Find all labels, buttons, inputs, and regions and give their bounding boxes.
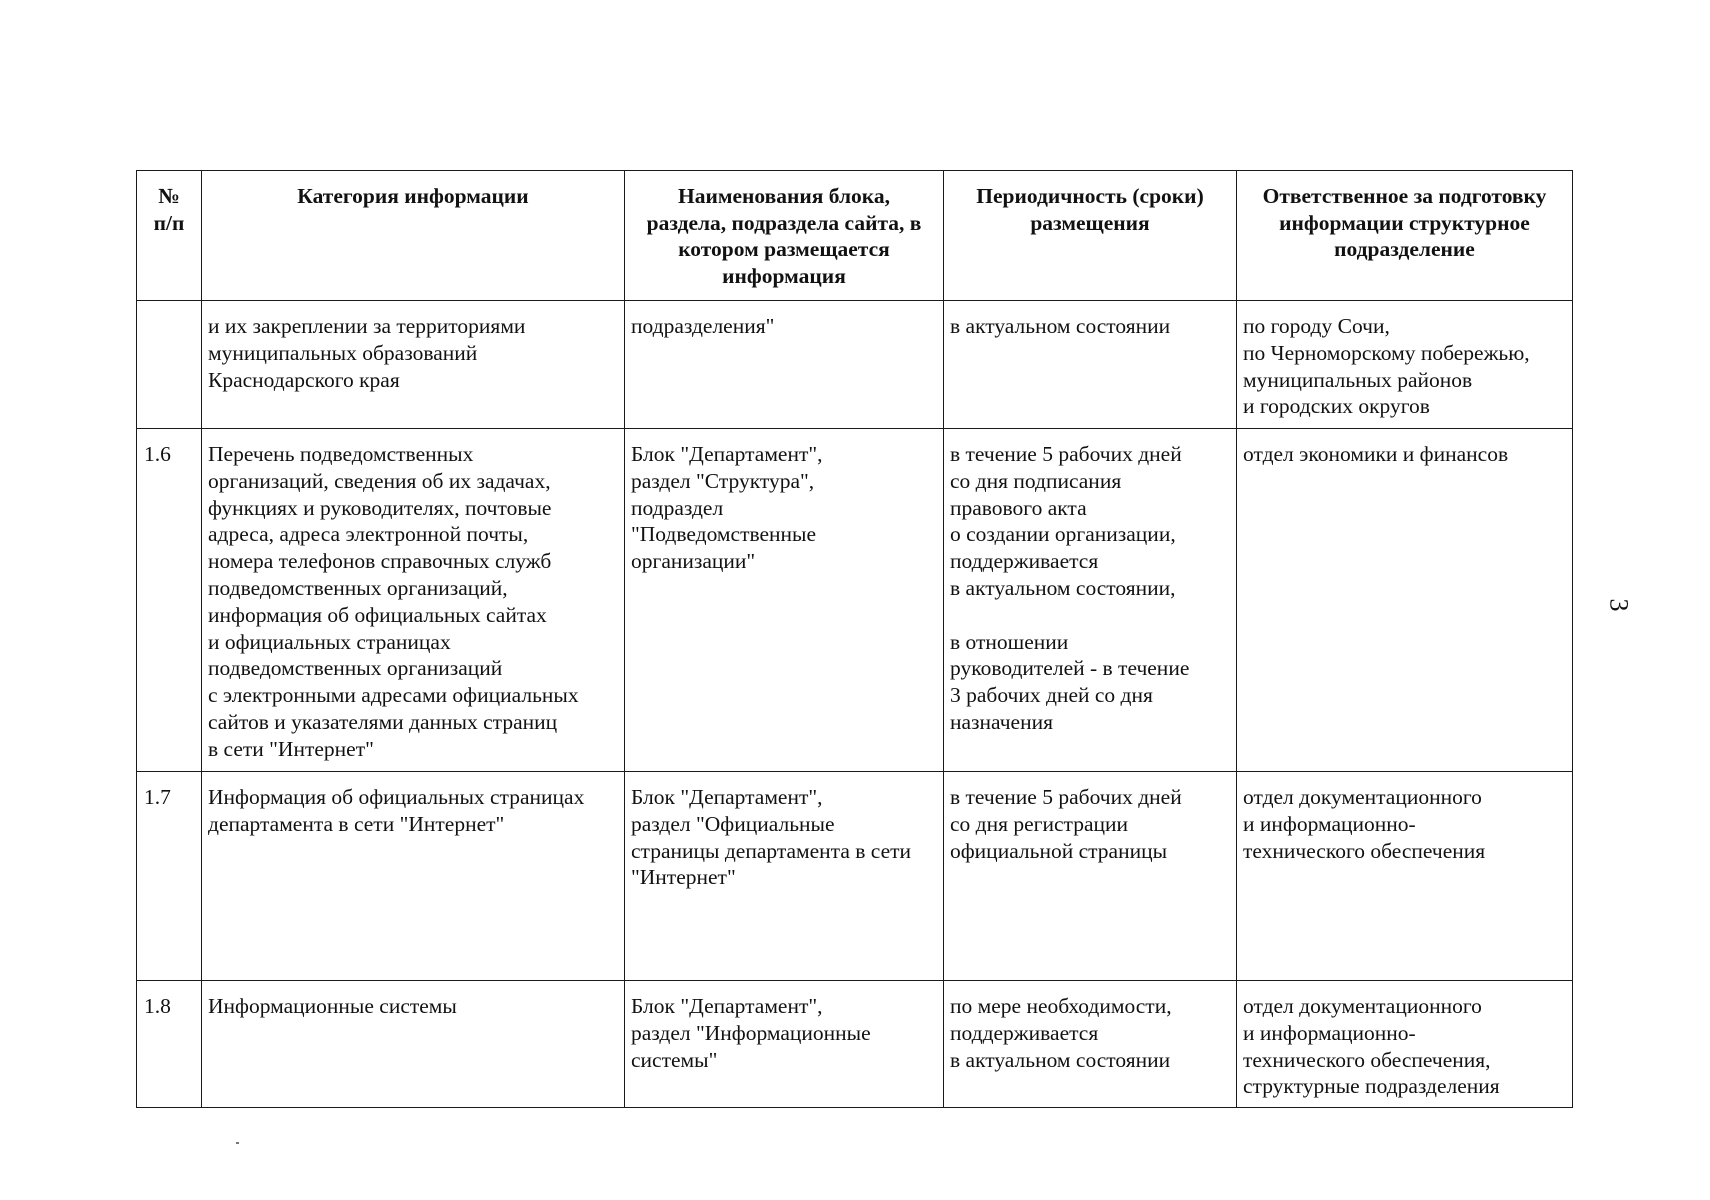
cell-block: Блок "Департамент", раздел "Информационные системы" [625,981,944,1108]
cell-block: Блок "Департамент", раздел "Официальные страницы департамента в сети "Интернет" [625,772,944,981]
cell-responsible: отдел документационного и информационно- технического обеспечения, структурные подразделения [1237,981,1573,1108]
cell-block: Блок "Департамент", раздел "Структура", подраздел "Подведомственные организации" [625,429,944,772]
cell-responsible: отдел документационного и информационно- технического обеспечения [1237,772,1573,981]
cell-block: подразделения" [625,301,944,429]
cell-responsible: отдел экономики и финансов [1237,429,1573,772]
table-header-row [137,171,1573,301]
table-row [137,981,1573,1108]
cell-period: в течение 5 рабочих дней со дня регистрации официальной страницы [944,772,1237,981]
cell-category: Информационные системы [202,981,625,1108]
cell-category: и их закреплении за территориями муниципальных образований Краснодарского края [202,301,625,429]
table-row [137,429,1573,772]
cell-period: в течение 5 рабочих дней со дня подписания правового акта о создании организации, поддерживается в актуальном состоянии, в отношении руководителей - в течение 3 рабочих дней со дня назначения [944,429,1237,772]
cell-num: 1.6 [137,429,202,772]
cell-num: 1.7 [137,772,202,981]
cell-responsible: по городу Сочи, по Черноморскому побережью, муниципальных районов и городских округов [1237,301,1573,429]
header-num: № п/п [137,171,202,301]
header-category: Категория информации [202,171,625,301]
cell-category: Информация об официальных страницах департамента в сети "Интернет" [202,772,625,981]
page-number: 3 [1604,598,1634,612]
scan-speck [236,1142,239,1144]
cell-period: в актуальном состоянии [944,301,1237,429]
header-block: Наименования блока, раздела, подраздела сайта, в котором размещается информация [625,171,944,301]
cell-category: Перечень подведомственных организаций, сведения об их задачах, функциях и руководителях, почтовые адреса, адреса электронной почты, номера телефонов справочных служб подведомственных организаций, информация об официальных сайтах и официальных страницах подведомственных организаций с электронными адресами официальных сайтов и указателями данных страниц в сети "Интернет" [202,429,625,772]
cell-period: по мере необходимости, поддерживается в актуальном состоянии [944,981,1237,1108]
table-row [137,772,1573,981]
header-responsible: Ответственное за подготовку информации структурное подразделение [1237,171,1573,301]
header-period: Периодичность (сроки) размещения [944,171,1237,301]
info-placement-table [136,170,1573,1108]
cell-num: 1.8 [137,981,202,1108]
cell-num [137,301,202,429]
table-row [137,301,1573,429]
